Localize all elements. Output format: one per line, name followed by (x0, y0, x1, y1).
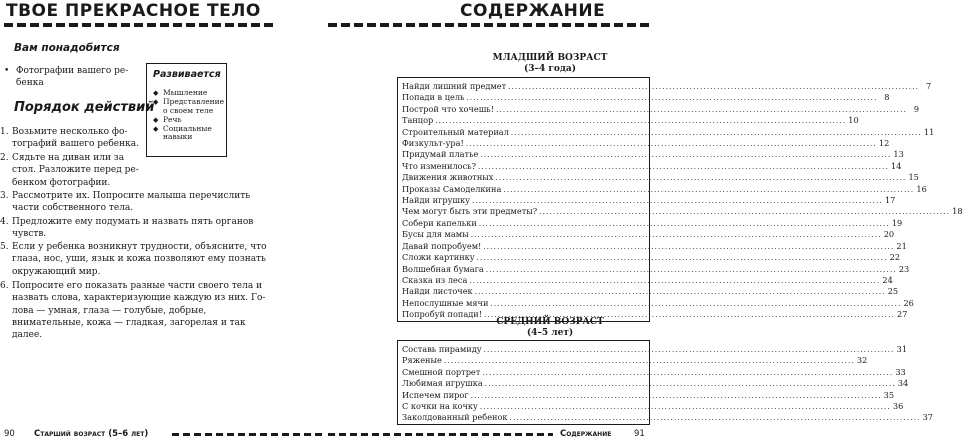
toc-entry-page: 15 (908, 172, 919, 183)
toc-entry (402, 401, 904, 412)
toc-entry (402, 252, 901, 263)
toc-entry-title: Смешной портрет (402, 366, 481, 377)
toc-entry-page: 23 (898, 263, 910, 274)
toc-entry-page: 36 (892, 401, 904, 412)
step-item: 2. Сядьте на диван или за стол. Разложите перед ребенком фотографии. (0, 153, 139, 188)
toc-entry (402, 115, 859, 126)
develops-item: ◆ Речь (153, 114, 182, 124)
toc-entry-page: 14 (891, 160, 902, 171)
toc-entry-title: Давай попробуем! (402, 240, 482, 251)
toc-section-title: СРЕДНИЙ ВОЗРАСТ (4–5 лет) (496, 317, 604, 338)
toc-entry-page: 34 (897, 378, 909, 389)
toc-entry-title: Составь пирамиду (402, 344, 482, 354)
diamond-bullet-icon: ◆ (153, 98, 159, 106)
toc-entry-title: Найди игрушку (402, 195, 470, 206)
toc-entry (402, 412, 933, 423)
step-item: 3. Рассмотрите их. Попросите малыша перечислить части собственного тела. (0, 191, 251, 214)
toc-entry-title: Сказка из леса (402, 274, 468, 285)
needs-item-text: Фотографии вашего ребенка (16, 66, 129, 88)
left-page-header: ТВОЕ ПРЕКРАСНОЕ ТЕЛО (6, 1, 261, 21)
toc-leader-dots: ........................................................................................................................ (485, 265, 897, 274)
toc-entry (402, 206, 963, 217)
toc-entry-title: Движения животных (402, 172, 494, 183)
toc-leader-dots: ........................................................................................................................ (478, 162, 890, 171)
toc-entry (402, 160, 902, 172)
toc-entry (402, 217, 903, 229)
toc-entry-title: Физкульт-ура! (402, 138, 464, 149)
toc-entry-page: 20 (883, 229, 895, 240)
toc-leader-dots: ........................................................................................................................ (465, 140, 877, 149)
develops-box (146, 63, 227, 157)
toc-entry-page: 24 (882, 274, 893, 285)
header-dash-line (4, 23, 274, 27)
toc-entry-title: Что изменилось? (402, 160, 477, 171)
footer-dash-line (172, 433, 322, 436)
toc-entry-title: Испечем пирог (402, 389, 469, 400)
toc-entry (402, 286, 899, 297)
toc-leader-dots: ........................................................................................................................ (503, 185, 915, 194)
toc-entry-title: Найди лишний предмет (402, 81, 507, 91)
toc-leader-dots: ........................................................................................................................ (496, 105, 908, 114)
toc-entry-title: Ряженые (402, 355, 442, 366)
toc-entry (402, 126, 935, 138)
toc-entry-page: 12 (878, 138, 890, 149)
toc-entry-page: 16 (916, 183, 927, 194)
toc-entry (402, 229, 895, 240)
toc-leader-dots: ........................................................................................................................ (478, 219, 890, 228)
toc-entry (402, 240, 907, 252)
left-page (0, 0, 328, 440)
toc-entry-page: 26 (903, 297, 914, 308)
diamond-bullet-icon: ◆ (153, 115, 159, 124)
toc-entry-title: Построй что хочешь! (402, 103, 495, 114)
develops-item: ◆ Социальные навыки (153, 123, 212, 141)
toc-leader-dots: ........................................................................................................................ (539, 208, 951, 217)
toc-entry-page: 13 (893, 149, 904, 160)
right-page-footer (328, 429, 656, 440)
footer-section: Старший возраст (5–6 лет) (34, 429, 149, 439)
left-page-footer (0, 429, 328, 440)
page-number: 90 (4, 429, 15, 439)
toc-entry-page: 11 (923, 126, 935, 137)
diamond-bullet-icon: ◆ (153, 89, 159, 97)
develops-item: ◆ Мышление (153, 88, 208, 97)
toc-leader-dots: ........................................................................................................................ (470, 231, 882, 240)
toc-leader-dots: ........................................................................................................................ (476, 254, 888, 263)
diamond-bullet-icon: ◆ (153, 124, 159, 133)
toc-entry-title: Непослушные мячи (402, 297, 489, 308)
page-number: 91 (634, 429, 645, 439)
step-item: 1. Возьмите несколько фотографий вашего ребенка. (0, 127, 139, 150)
toc-entry-title: Попробуй попади! (402, 309, 483, 320)
toc-entry (402, 172, 919, 183)
toc-entry-title: Придумай платье (402, 149, 479, 160)
steps-title: Порядок действий (14, 100, 155, 115)
toc-entry (402, 92, 890, 103)
toc-entry-title: Бусы для мамы (402, 229, 469, 240)
toc-entry (402, 263, 910, 275)
toc-box (397, 77, 963, 322)
footer-section: Содержание (560, 429, 612, 439)
toc-entry-title: Чем могут быть эти предметы? (402, 206, 538, 217)
toc-leader-dots: ........................................................................................................................ (509, 414, 921, 423)
toc-entry-page: 22 (889, 252, 901, 263)
toc-entry-page: 10 (848, 115, 859, 126)
toc-entry-title: Собери капельки (402, 217, 477, 228)
toc-leader-dots: ........................................................................................................................ (435, 117, 847, 126)
needs-title: Вам понадобится (14, 42, 120, 54)
toc-leader-dots: ........................................................................................................................ (483, 242, 895, 251)
toc-leader-dots: ........................................................................................................................ (466, 94, 878, 103)
toc-leader-dots: ........................................................................................................................ (490, 299, 902, 308)
toc-entry (402, 378, 909, 389)
toc-entry-page: 32 (856, 355, 868, 366)
right-page (328, 0, 963, 440)
toc-entry (402, 389, 895, 401)
toc-entry-title: Строительный материал (402, 126, 509, 137)
needs-list-item (4, 65, 144, 89)
step-item: 6. Попросите его показать разные части своего тела и назвать слова, характеризующие каждую из них. Голова — умная, глаза — голубые, добрые, внимательные, кожа — гладкая, загорелая и так далее. (0, 281, 266, 341)
toc-entry-page: 21 (896, 240, 907, 251)
toc-leader-dots: ........................................................................................................................ (510, 128, 922, 137)
toc-entry-title: Попади в цель (402, 92, 465, 103)
toc-leader-dots: ........................................................................................................................ (482, 368, 894, 377)
toc-entry (402, 81, 932, 92)
toc-entry-title: Найди листочек (402, 286, 473, 297)
develops-title: Развивается (153, 69, 221, 80)
toc-entry (402, 183, 927, 195)
toc-leader-dots: ........................................................................................................................ (484, 380, 896, 389)
toc-entry-page: 7 (925, 81, 932, 91)
toc-entry-title: Заколдованный ребенок (402, 412, 508, 423)
toc-entry-page: 33 (895, 366, 906, 377)
toc-entry-page: 19 (891, 217, 903, 228)
toc-entry-page: 18 (952, 206, 963, 217)
toc-entry-page: 9 (913, 103, 920, 114)
toc-leader-dots: ........................................................................................................................ (480, 151, 892, 160)
toc-entry-title: С кочки на кочку (402, 401, 478, 412)
toc-entry (402, 297, 914, 309)
toc-entry-page: 8 (884, 92, 890, 103)
footer-dash-line (328, 433, 553, 436)
toc-entry (402, 355, 868, 366)
toc-entry-page: 35 (883, 389, 895, 400)
right-page-header: СОДЕРЖАНИЕ (460, 1, 606, 21)
step-item: 4. Предложите ему подумать и назвать пять органов чувств. (0, 217, 254, 240)
develops-item: ◆ Представление о своем теле (153, 97, 225, 115)
toc-entry-page: 17 (884, 195, 896, 206)
toc-entry-page: 27 (897, 309, 908, 320)
toc-entry (402, 274, 893, 286)
toc-leader-dots: ........................................................................................................................ (479, 403, 891, 412)
step-item: 5. Если у ребенка возникнут трудности, объясните, что глаза, нос, уши, язык и кожа позволяют ему познать окружающий мир. (0, 242, 267, 277)
toc-leader-dots: ........................................................................................................................ (484, 311, 896, 320)
toc-section-title: МЛАДШИЙ ВОЗРАСТ (3–4 года) (492, 53, 608, 74)
toc-leader-dots: ........................................................................................................................ (474, 288, 886, 297)
toc-entry (402, 149, 904, 160)
toc-entry-page: 31 (896, 344, 908, 354)
toc-entry-page: 25 (887, 286, 899, 297)
toc-entry-title: Волшебная бумага (402, 263, 484, 274)
toc-entry-page: 37 (922, 412, 933, 423)
bullet-icon: • (4, 66, 10, 76)
toc-entry-title: Танцор (402, 115, 434, 126)
toc-entry-title: Любимая игрушка (402, 378, 483, 389)
toc-entry-title: Сложи картинку (402, 252, 475, 263)
toc-entry-title: Проказы Самоделкина (402, 183, 502, 194)
toc-entry (402, 366, 906, 378)
toc-leader-dots: ........................................................................................................................ (483, 346, 895, 354)
toc-leader-dots: ........................................................................................................................ (471, 197, 883, 206)
toc-leader-dots: ........................................................................................................................ (495, 174, 907, 183)
toc-leader-dots: ........................................................................................................................ (443, 357, 855, 366)
toc-box (397, 340, 933, 425)
toc-entry (402, 344, 908, 355)
toc-entry (402, 103, 920, 115)
toc-leader-dots: ........................................................................................................................ (470, 391, 882, 400)
header-dash-line (328, 23, 653, 27)
toc-leader-dots: ........................................................................................................................ (469, 276, 881, 285)
toc-entry (402, 138, 890, 149)
toc-entry (402, 195, 896, 206)
toc-leader-dots: ........................................................................................................................ (508, 83, 920, 91)
